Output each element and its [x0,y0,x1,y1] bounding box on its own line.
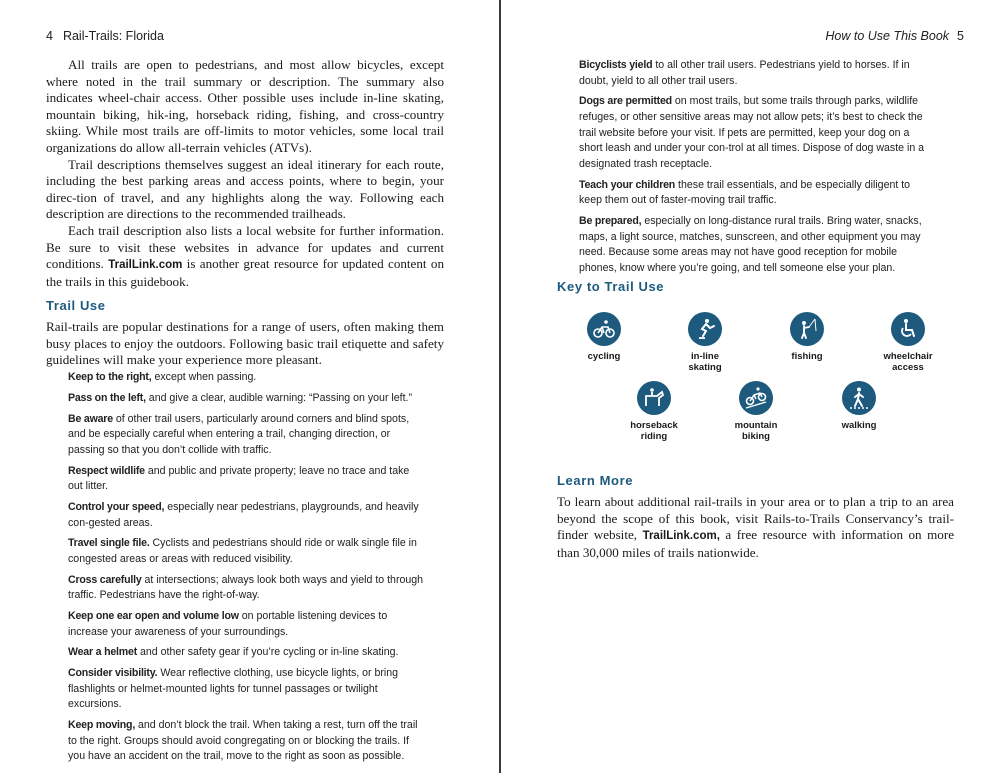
left-page-number: 4 [46,29,53,43]
etiquette-rule [68,370,426,386]
etiquette-rule [68,412,426,459]
trail-use-key-item [752,312,862,362]
left-book-title: Rail-Trails: Florida [62,29,164,43]
trail-use-key-item [804,381,914,431]
rule-text: and public and private property; leave no trace and take out litter. [68,464,410,493]
intro-p3-before: Each trail description also lists a local website for further information. Be sure to visit these websites in advance for updates and current conditions. [46,222,444,272]
etiquette-rule [68,718,426,765]
trail-use-key-item [701,381,811,442]
learn-more-heading: Learn More [557,473,634,488]
etiquette-rule [68,609,426,640]
horseback-icon [637,381,671,415]
rule-text: on portable listening devices to increase your awareness of your surroundings. [68,610,388,638]
wheelchair-icon [891,312,925,346]
learn-more-before: To learn about additional rail-trails in your area or to plan a trip to an area beyond the scope of this book, visit Rails-to-Trails Conservancy’s trail-finder website, [557,494,954,543]
learn-more-after: a free resource with information on more than 30,000 miles of trails nationwide. [557,527,955,560]
etiquette-rule [68,645,426,661]
trail-use-intro-text: Rail-trails are popular destinations for a range of users, often making them busy places to enjoy the outdoors. Following basic trail etiquette and safety guidelines will make your experience more pleasant. [46,319,444,368]
rule-text: and give a clear, audible warning: “Passing on your left.” [148,391,413,404]
trail-use-intro [46,319,444,369]
rule-text: especially on long-distance rural trails. Bring water, snacks, maps, a light source, matches, sunscreen, and other equipment you may need. Because some areas may not have good reception for mobile phones, know where you’re going, and tell someone else your plan. [579,214,922,274]
fishing-icon [790,312,824,346]
rule-lead: Respect wildlife [68,464,145,477]
rule-lead: Be prepared, [579,214,642,227]
rule-lead: Pass on the left, [68,391,146,404]
trail-use-key-item [599,381,709,442]
etiquette-rule [68,391,426,407]
cycling-icon [587,312,621,346]
key-to-trail-use-heading: Key to Trail Use [557,279,665,294]
intro-paragraph-2: Trail descriptions themselves suggest an ideal itinerary for each route, including the best parking areas and access points, where to begin, your direc-tion of travel, and any highlights along the way. Following each description are directions to the recommended trailheads. [46,156,444,222]
rule-text: these trail essentials, and be especially diligent to keep them out of faster-moving trail traffic. [579,178,911,207]
trail-use-label: fishing [791,351,823,362]
trail-use-key-item [549,312,659,362]
etiquette-list-left [68,370,426,770]
rule-lead: Bicyclists yield [579,59,653,71]
rule-lead: Teach your children [579,178,676,191]
trail-use-label: wheelchair access [883,351,933,374]
rule-lead: Control your speed, [68,500,165,513]
right-running-head [825,29,964,43]
right-section-title: How to Use This Book [825,29,950,43]
rule-text: and other safety gear if you’re cycling or in-line skating. [140,646,399,659]
rule-lead: Keep moving, [68,719,136,732]
etiquette-list-right [579,58,934,281]
inline-skating-icon [688,312,722,346]
intro-paragraph-3 [46,223,444,290]
rule-lead: Cross carefully [68,573,142,586]
trail-use-heading: Trail Use [46,298,106,313]
traillink-link-2[interactable]: TrailLink.com, [642,530,720,543]
trail-use-label: mountain biking [734,420,778,443]
trail-use-label: walking [841,420,877,431]
left-running-head [46,29,164,43]
etiquette-rule [579,178,934,209]
rule-text: Cyclists and pedestrians should ride or walk single file in congested areas or areas with reduced visibility. [68,537,417,565]
rule-lead: Keep to the right, [68,371,152,383]
rule-text: Wear reflective clothing, use bicycle lights, or bring flashlights or helmet-mounted lights for tunnel passages or twilight excursions. [68,667,399,711]
trail-use-label: horseback riding [630,420,678,443]
rule-text: except when passing. [154,371,257,383]
rule-lead: Wear a helmet [68,646,138,659]
etiquette-rule [68,666,426,713]
rule-lead: Travel single file. [68,537,150,550]
trail-use-key-item [650,312,760,373]
learn-more-text [557,494,954,561]
etiquette-rule [68,536,426,567]
intro-p3-after: is another great resource for updated content on the trails in this guidebook. [46,256,444,289]
rule-text: at intersections; always look both ways and yield to through traffic. Pedestrians have the right-of-way. [68,573,424,602]
mountain-biking-icon [739,381,773,415]
trail-use-label: cycling [587,351,621,362]
etiquette-rule [68,573,426,604]
rule-text: on most trails, but some trails through parks, wildlife refuges, or other sensitive areas may not allow pets; it’s best to check the trail website before your visit. If pets are permitted, keep your dog on a short leash and under your con-trol at all times. Dispose of dog waste in a designated trash receptacle. [579,95,925,170]
right-page-number: 5 [957,29,964,43]
etiquette-rule [579,214,934,276]
etiquette-rule [68,500,426,531]
rule-text: and don’t block the trail. When taking a rest, turn off the trail to the right. Groups should avoid congregating on or blocking the trails. If you have an accident on the trail, move to the right as soon as possible. [68,719,418,763]
intro-text [46,57,444,290]
learn-more-paragraph [557,494,954,561]
rule-lead: Dogs are permitted [579,95,672,108]
intro-paragraph-1: All trails are open to pedestrians, and most allow bicycles, except where noted in the trail summary or description. The summary also indicates wheel-chair access. Other possible uses include in-line skating, mountain biking, hik-ing, horseback riding, fishing, and cross-country skiing. While most trails are off-limits to motor vehicles, some local trail organizations do allow all-terrain vehicles (ATVs). [46,57,444,155]
trail-use-label: in-line skating [688,351,722,374]
traillink-link[interactable]: TrailLink.com [108,259,183,272]
rule-text: especially near pedestrians, playgrounds, and heavily con-gested areas. [68,500,419,529]
rule-lead: Be aware [68,412,113,425]
rule-lead: Consider visibility. [68,667,158,680]
etiquette-rule [579,58,934,89]
rule-text: to all other trail users. Pedestrians yield to horses. If in doubt, yield to all other trail users. [579,59,910,87]
rule-lead: Keep one ear open and volume low [68,610,239,623]
walking-icon [842,381,876,415]
trail-use-key-item [853,312,963,373]
etiquette-rule [68,464,426,495]
etiquette-rule [579,94,934,172]
right-page [501,0,1000,773]
rule-text: of other trail users, particularly around corners and blind spots, and be especially careful when entering a trail, changing direction, or passing so that you don’t collide with traffic. [68,412,410,456]
